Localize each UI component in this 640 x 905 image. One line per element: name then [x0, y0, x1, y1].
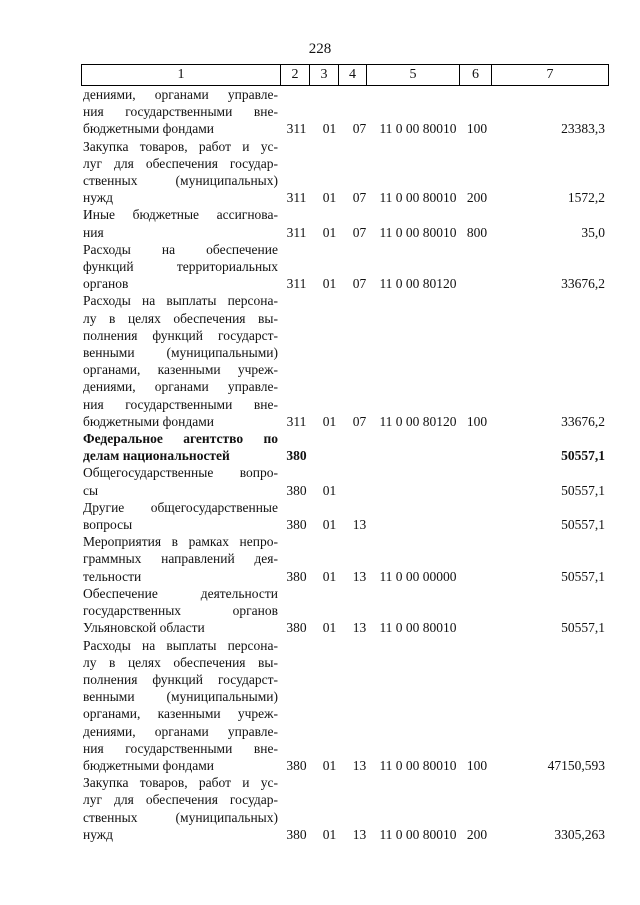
row-admin-code: 380 — [286, 517, 307, 533]
description-line: граммных направлений дея- — [83, 551, 278, 567]
row-section-code: 01 — [322, 568, 337, 584]
column-header-3: 3 — [310, 65, 339, 86]
description-line: дениями, органами управле- — [83, 379, 278, 395]
row-admin-code: 380 — [286, 826, 307, 842]
row-description — [83, 585, 278, 637]
row-description — [83, 292, 278, 430]
row-admin-code: 311 — [286, 190, 307, 206]
row-amount: 50557,1 — [561, 517, 605, 533]
row-amount: 50557,1 — [561, 482, 605, 498]
row-section-code: 01 — [322, 190, 337, 206]
description-line: сы — [83, 482, 99, 498]
description-line: полнения функций государст- — [83, 327, 278, 343]
row-admin-code: 311 — [286, 413, 307, 429]
row-section-code: 01 — [322, 121, 337, 137]
description-line: ния — [83, 224, 104, 240]
table-row — [81, 637, 608, 775]
row-subsection-code: 13 — [352, 517, 367, 533]
row-amount: 33676,2 — [561, 413, 605, 429]
column-header-1: 1 — [82, 65, 281, 86]
row-expense-type: 100 — [466, 121, 488, 137]
description-line: дениями, органами управле- — [83, 87, 278, 102]
description-line: луг для обеспечения государ- — [83, 792, 278, 808]
description-line: Расходы на выплаты персона- — [83, 293, 278, 309]
description-line: бюджетными фондами — [83, 757, 214, 773]
description-line: государственных органов — [83, 603, 278, 619]
row-admin-code: 380 — [286, 757, 307, 773]
description-line: бюджетными фондами — [83, 413, 214, 429]
row-admin-code: 380 — [286, 568, 307, 584]
row-section-code: 01 — [322, 517, 337, 533]
row-subsection-code: 07 — [352, 224, 367, 240]
description-line: дениями, органами управле- — [83, 723, 278, 739]
description-line: Закупка товаров, работ и ус- — [83, 775, 278, 791]
column-header-5: 5 — [367, 65, 460, 86]
row-amount: 33676,2 — [561, 276, 605, 292]
description-line: Общегосударственные вопро- — [83, 465, 278, 481]
row-subsection-code: 07 — [352, 190, 367, 206]
description-line: ния государственными вне- — [83, 104, 278, 120]
row-description — [83, 774, 278, 843]
row-target-article: 11 0 00 80120 — [379, 413, 457, 429]
description-line: ственных (муниципальных) — [83, 809, 278, 825]
description-line: органов — [83, 276, 129, 292]
description-line: Мероприятия в рамках непро- — [83, 534, 278, 550]
description-line: лу в целях обеспечения вы- — [83, 654, 278, 670]
row-subsection-code: 07 — [352, 413, 367, 429]
row-description — [83, 86, 278, 138]
description-line: лу в целях обеспечения вы- — [83, 310, 278, 326]
table-row — [81, 86, 608, 138]
row-description — [83, 533, 278, 585]
row-subsection-code: 13 — [352, 620, 367, 636]
description-line: ственных (муниципальных) — [83, 173, 278, 189]
description-line: ния государственными вне- — [83, 396, 278, 412]
row-amount: 47150,593 — [547, 757, 605, 773]
row-section-code: 01 — [322, 413, 337, 429]
description-line: бюджетными фондами — [83, 121, 214, 137]
description-line: Ульяновской области — [83, 620, 205, 636]
description-line: органами, казенными учреж- — [83, 706, 278, 722]
budget-rows — [81, 86, 608, 843]
description-line: вопросы — [83, 517, 133, 533]
column-header-4: 4 — [339, 65, 367, 86]
column-header-row — [82, 65, 609, 86]
row-subsection-code: 07 — [352, 276, 367, 292]
description-line: Другие общегосударственные — [83, 499, 278, 515]
row-subsection-code: 13 — [352, 568, 367, 584]
row-expense-type: 200 — [466, 826, 488, 842]
description-line: полнения функций государст- — [83, 671, 278, 687]
table-row — [81, 430, 608, 464]
table-row — [81, 585, 608, 637]
column-header-6: 6 — [460, 65, 492, 86]
description-line: Расходы на выплаты персона- — [83, 637, 278, 653]
row-target-article: 11 0 00 00000 — [379, 568, 457, 584]
table-row — [81, 138, 608, 207]
row-expense-type: 800 — [466, 224, 488, 240]
column-header-table — [81, 64, 609, 86]
row-admin-code: 380 — [286, 448, 307, 464]
row-section-code: 01 — [322, 757, 337, 773]
description-line: функций территориальных — [83, 259, 278, 275]
row-description — [83, 464, 278, 498]
row-target-article: 11 0 00 80120 — [379, 276, 457, 292]
row-amount: 50557,1 — [561, 620, 605, 636]
row-subsection-code: 07 — [352, 121, 367, 137]
row-target-article: 11 0 00 80010 — [379, 121, 457, 137]
page-number: 228 — [308, 41, 332, 57]
column-header-2: 2 — [281, 65, 310, 86]
description-line: Федеральное агентство по — [83, 431, 278, 447]
row-admin-code: 311 — [286, 224, 307, 240]
row-admin-code: 380 — [286, 482, 307, 498]
row-amount: 23383,3 — [561, 121, 605, 137]
table-row — [81, 533, 608, 585]
description-line: нужд — [83, 826, 113, 842]
row-section-code: 01 — [322, 276, 337, 292]
row-expense-type: 100 — [466, 413, 488, 429]
column-header-7: 7 — [492, 65, 609, 86]
row-subsection-code: 13 — [352, 826, 367, 842]
table-row — [81, 241, 608, 293]
description-line: ния государственными вне- — [83, 740, 278, 756]
row-description — [83, 206, 278, 240]
row-target-article: 11 0 00 80010 — [379, 190, 457, 206]
description-line: Расходы на обеспечение — [83, 241, 278, 257]
row-description — [83, 499, 278, 533]
row-description — [83, 430, 278, 464]
description-line: Закупка товаров, работ и ус- — [83, 138, 278, 154]
description-line: тельности — [83, 568, 142, 584]
description-line: венными (муниципальными) — [83, 345, 278, 361]
row-target-article: 11 0 00 80010 — [379, 224, 457, 240]
row-amount: 3305,263 — [554, 826, 605, 842]
description-line: Обеспечение деятельности — [83, 585, 278, 601]
row-section-code: 01 — [322, 224, 337, 240]
description-line: луг для обеспечения государ- — [83, 155, 278, 171]
table-row — [81, 774, 608, 843]
row-subsection-code: 13 — [352, 757, 367, 773]
description-line: органами, казенными учреж- — [83, 362, 278, 378]
description-line: делам национальностей — [83, 448, 230, 464]
row-expense-type: 200 — [466, 190, 488, 206]
table-row — [81, 292, 608, 430]
row-section-code: 01 — [322, 620, 337, 636]
row-admin-code: 380 — [286, 620, 307, 636]
row-amount: 50557,1 — [561, 448, 605, 464]
row-description — [83, 637, 278, 775]
table-row — [81, 206, 608, 240]
row-target-article: 11 0 00 80010 — [379, 757, 457, 773]
row-amount: 1572,2 — [567, 190, 605, 206]
row-description — [83, 241, 278, 293]
table-row — [81, 499, 608, 533]
row-section-code: 01 — [322, 482, 337, 498]
description-line: Иные бюджетные ассигнова- — [83, 207, 278, 223]
description-line: нужд — [83, 190, 113, 206]
row-target-article: 11 0 00 80010 — [379, 826, 457, 842]
row-amount: 50557,1 — [561, 568, 605, 584]
table-row — [81, 464, 608, 498]
row-admin-code: 311 — [286, 276, 307, 292]
row-description — [83, 138, 278, 207]
row-expense-type: 100 — [466, 757, 488, 773]
row-amount: 35,0 — [581, 224, 605, 240]
row-target-article: 11 0 00 80010 — [379, 620, 457, 636]
row-admin-code: 311 — [286, 121, 307, 137]
row-section-code: 01 — [322, 826, 337, 842]
description-line: венными (муниципальными) — [83, 689, 278, 705]
